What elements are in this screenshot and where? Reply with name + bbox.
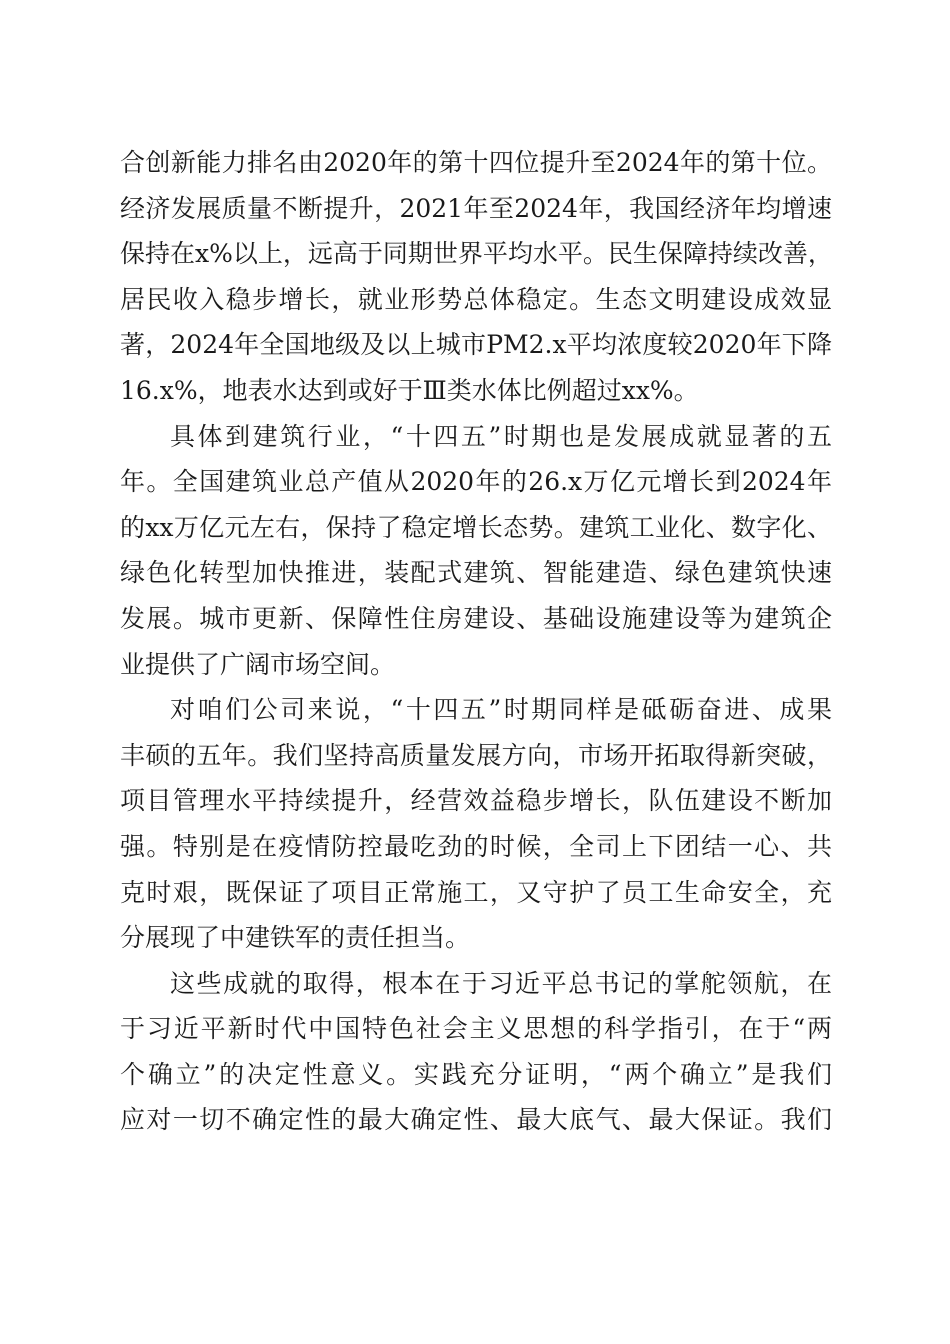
- text-line: 丰硕的五年。我们坚持高质量发展方向，市场开拓取得新突破，: [120, 740, 832, 770]
- paragraph-2: [120, 414, 832, 688]
- text-line: 业提供了广阔市场空间。: [120, 649, 396, 679]
- text-line: 的xx万亿元左右，保持了稳定增长态势。建筑工业化、数字化、: [120, 512, 832, 542]
- text-line: 这些成就的取得，根本在于习近平总书记的掌舵领航，在: [170, 968, 832, 998]
- text-line: 具体到建筑行业，“十四五”时期也是发展成就显著的五: [170, 421, 832, 451]
- text-line: 应对一切不确定性的最大确定性、最大底气、最大保证。我们: [120, 1105, 832, 1135]
- text-line: 合创新能力排名由2020年的第十四位提升至2024年的第十位。: [120, 148, 832, 177]
- text-line: 经济发展质量不断提升，2021年至2024年，我国经济年均增速: [120, 193, 832, 223]
- text-line: 居民收入稳步增长，就业形势总体稳定。生态文明建设成效显: [120, 284, 832, 314]
- text-line: 强。特别是在疫情防控最吃劲的时候，全司上下团结一心、共: [120, 831, 832, 861]
- text-line: 个确立”的决定性意义。实践充分证明，“两个确立”是我们: [120, 1059, 832, 1089]
- text-line: 分展现了中建铁军的责任担当。: [120, 923, 471, 953]
- paragraph-1: [120, 140, 832, 414]
- document-body: [120, 140, 832, 1143]
- text-line: 16.x%，地表水达到或好于Ⅲ类水体比例超过xx%。: [120, 375, 699, 405]
- text-line: 发展。城市更新、保障性住房建设、基础设施建设等为建筑企: [120, 603, 832, 633]
- text-line: 年。全国建筑业总产值从2020年的26.x万亿元增长到2024年: [120, 467, 832, 497]
- text-line: 克时艰，既保证了项目正常施工，又守护了员工生命安全，充: [120, 877, 832, 907]
- text-line: 项目管理水平持续提升，经营效益稳步增长，队伍建设不断加: [120, 786, 832, 816]
- text-line: 于习近平新时代中国特色社会主义思想的科学指引，在于“两: [120, 1014, 832, 1044]
- text-line: 保持在x%以上，远高于同期世界平均水平。民生保障持续改善，: [120, 239, 833, 269]
- text-line: 绿色化转型加快推进，装配式建筑、智能建造、绿色建筑快速: [120, 558, 832, 588]
- text-line: 对咱们公司来说，“十四五”时期同样是砥砺奋进、成果: [170, 695, 832, 725]
- text-line: 著，2024年全国地级及以上城市PM2.x平均浓度较2020年下降: [120, 330, 832, 360]
- paragraph-4: [120, 961, 832, 1143]
- paragraph-3: [120, 687, 832, 961]
